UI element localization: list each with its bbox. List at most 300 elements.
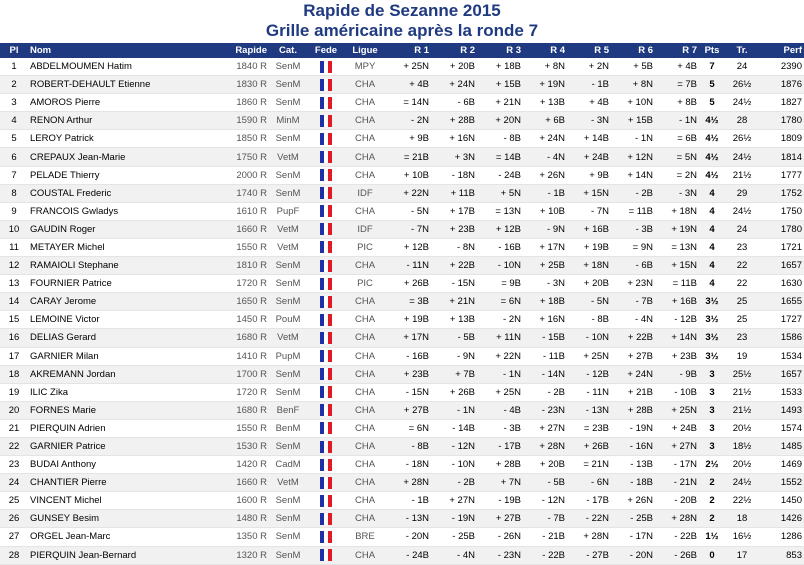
round-result-cell: + 15B — [477, 76, 523, 94]
tiebreak-cell: 22 — [736, 278, 748, 290]
player-name-cell: PELADE Thierry — [30, 169, 100, 181]
table-row — [0, 546, 804, 564]
column-header: R 2 — [431, 43, 477, 58]
round-result-cell: - 13B — [630, 459, 653, 471]
league-cell: CHA — [345, 365, 385, 383]
place-cell: 27 — [8, 531, 20, 543]
round-result-cell: - 10B — [674, 386, 697, 398]
round-result-cell: - 26B — [655, 546, 699, 564]
tiebreak-cell: 22 — [725, 257, 759, 275]
tiebreak-cell: 25½ — [725, 365, 759, 383]
category-cell: SenM — [275, 278, 301, 290]
round-result-cell: = 6B — [677, 133, 697, 145]
league-cell: CHA — [354, 97, 376, 109]
round-result-cell: - 2B — [547, 386, 565, 398]
france-flag-icon — [320, 404, 333, 416]
place-cell: 16 — [0, 329, 28, 347]
round-result-cell: - 27B — [567, 546, 611, 564]
round-result-cell: - 13N — [567, 401, 611, 419]
france-flag-icon — [320, 495, 333, 507]
round-result-cell: + 3N — [431, 148, 477, 166]
tiebreak-cell: 25 — [725, 293, 759, 311]
performance-cell: 1655 — [759, 293, 804, 311]
category-cell: VetM — [277, 241, 299, 253]
column-header: R 1 — [385, 43, 431, 58]
table-row — [0, 202, 804, 220]
player-name-cell: FRANCOIS Gwladys — [30, 205, 119, 217]
round-result-cell: + 28N — [655, 510, 699, 528]
player-name-cell: ABDELMOUMEN Hatim — [30, 61, 132, 73]
round-result-cell: - 3N — [547, 278, 565, 290]
round-result-cell: - 24B — [498, 169, 521, 181]
performance-cell: 1574 — [780, 422, 802, 434]
league-cell: BRE — [355, 531, 375, 543]
league-cell: CHA — [354, 459, 376, 471]
column-header: Pts — [699, 43, 725, 58]
france-flag-icon — [320, 477, 333, 489]
france-flag-icon — [320, 187, 333, 199]
round-result-cell: + 10B — [539, 205, 565, 217]
round-result-cell: - 2N — [503, 314, 521, 326]
round-result-cell: - 21B — [542, 531, 565, 543]
league-cell: CHA — [354, 495, 376, 507]
round-result-cell: - 7B — [523, 510, 567, 528]
category-cell: VetM — [269, 329, 307, 347]
round-result-cell: - 17B — [477, 437, 523, 455]
round-result-cell: + 8B — [677, 97, 697, 109]
player-name-cell: COUSTAL Frederic — [28, 184, 203, 202]
page-subtitle: Grille américaine après la ronde 7 — [265, 21, 539, 40]
round-result-cell: + 25N — [495, 386, 521, 398]
place-cell: 19 — [8, 386, 20, 398]
round-result-cell: + 4B — [385, 76, 431, 94]
round-result-cell: + 4B — [589, 97, 609, 109]
performance-cell: 1630 — [780, 278, 802, 290]
round-result-cell: - 6B — [457, 97, 475, 109]
tiebreak-cell: 18 — [725, 510, 759, 528]
round-result-cell: - 1N — [635, 133, 653, 145]
round-result-cell: + 20B — [449, 61, 475, 73]
tiebreak-cell: 24 — [725, 220, 759, 238]
round-result-cell: - 20B — [674, 495, 697, 507]
round-result-cell: + 24N — [431, 76, 477, 94]
round-result-cell: + 20B — [583, 278, 609, 290]
column-header: Fede — [307, 43, 345, 58]
round-result-cell: + 17N — [385, 329, 431, 347]
round-result-cell: = 5N — [655, 148, 699, 166]
round-result-cell: + 22B — [431, 257, 477, 275]
table-row — [0, 257, 804, 275]
column-header: R 6 — [611, 43, 655, 58]
federation-cell — [307, 94, 345, 112]
points-cell: 4 — [709, 205, 715, 217]
player-name-cell: GARNIER Patrice — [28, 437, 203, 455]
round-result-cell: - 9N — [457, 350, 475, 362]
league-cell: CHA — [345, 401, 385, 419]
round-result-cell: + 20N — [477, 112, 523, 130]
round-result-cell: - 11N — [586, 386, 609, 398]
league-cell: CHA — [354, 350, 376, 362]
round-result-cell: - 10N — [451, 459, 475, 471]
round-result-cell: + 28B — [495, 459, 521, 471]
round-result-cell: + 17B — [449, 205, 475, 217]
performance-cell: 1552 — [759, 474, 804, 492]
federation-cell — [307, 76, 345, 94]
round-result-cell: + 6B — [523, 112, 567, 130]
category-cell: VetM — [269, 474, 307, 492]
performance-cell: 1876 — [759, 76, 804, 94]
round-result-cell: + 27N — [539, 422, 565, 434]
points-cell: 3 — [709, 386, 715, 398]
performance-cell: 1750 — [780, 205, 802, 217]
round-result-cell: - 2B — [611, 184, 655, 202]
round-result-cell: + 8N — [611, 76, 655, 94]
round-result-cell: + 26B — [449, 386, 475, 398]
league-cell: CHA — [354, 314, 376, 326]
round-result-cell: + 11N — [477, 329, 523, 347]
round-result-cell: + 18B — [523, 293, 567, 311]
header-row — [0, 43, 804, 58]
column-header: Tr. — [725, 43, 759, 58]
points-cell: 5 — [709, 97, 715, 109]
league-cell: CHA — [345, 148, 385, 166]
column-header: R 3 — [477, 43, 523, 58]
round-result-cell: + 14N — [627, 169, 653, 181]
round-result-cell: + 13B — [539, 97, 565, 109]
performance-cell: 1814 — [759, 148, 804, 166]
round-result-cell: + 22B — [611, 329, 655, 347]
table-row — [0, 365, 804, 383]
round-result-cell: + 18N — [671, 205, 697, 217]
round-result-cell: - 5N — [567, 293, 611, 311]
performance-cell: 1426 — [759, 510, 804, 528]
round-result-cell: + 16B — [567, 220, 611, 238]
round-result-cell: + 28N — [583, 531, 609, 543]
tiebreak-cell: 16½ — [732, 531, 752, 543]
player-name-cell: CREPAUX Jean-Marie — [28, 148, 203, 166]
round-result-cell: - 16N — [611, 437, 655, 455]
france-flag-icon — [320, 151, 333, 163]
table-row — [0, 293, 804, 311]
performance-cell: 1827 — [780, 97, 802, 109]
table-row — [0, 419, 804, 437]
round-result-cell: - 7B — [611, 293, 655, 311]
federation-cell — [307, 456, 345, 474]
round-result-cell: - 5B — [523, 474, 567, 492]
france-flag-icon — [320, 205, 333, 217]
category-cell: SenM — [275, 169, 301, 181]
points-cell: 2 — [699, 474, 725, 492]
round-result-cell: - 7N — [591, 205, 609, 217]
table-row — [0, 148, 804, 166]
round-result-cell: - 15N — [451, 278, 475, 290]
category-cell: SenM — [275, 133, 301, 145]
rating-cell: 1610 R — [236, 205, 267, 217]
round-result-cell: - 6B — [611, 257, 655, 275]
category-cell: SenM — [269, 546, 307, 564]
tiebreak-cell: 24½ — [732, 205, 752, 217]
federation-cell — [307, 275, 345, 293]
france-flag-icon — [320, 241, 333, 253]
table-row — [0, 58, 804, 76]
round-result-cell: - 3B — [611, 220, 655, 238]
round-result-cell: = 7B — [655, 76, 699, 94]
points-cell: 3 — [699, 437, 725, 455]
category-cell: PouM — [275, 314, 301, 326]
league-cell: CHA — [345, 510, 385, 528]
performance-cell: 1727 — [780, 314, 802, 326]
performance-cell: 1450 — [780, 495, 802, 507]
round-result-cell: - 1N — [477, 365, 523, 383]
round-result-cell: + 26N — [627, 495, 653, 507]
player-name-cell: ORGEL Jean-Marc — [30, 531, 111, 543]
round-result-cell: - 3B — [503, 422, 521, 434]
round-result-cell: + 25N — [583, 350, 609, 362]
place-cell: 23 — [8, 459, 20, 471]
performance-cell: 1780 — [759, 112, 804, 130]
rating-cell: 1480 R — [203, 510, 269, 528]
round-result-cell: - 23N — [523, 401, 567, 419]
performance-cell: 1777 — [780, 169, 802, 181]
tiebreak-cell: 24½ — [725, 474, 759, 492]
round-result-cell: = 21N — [583, 459, 609, 471]
rating-cell: 1680 R — [203, 329, 269, 347]
round-result-cell: + 24N — [539, 133, 565, 145]
france-flag-icon — [320, 223, 333, 235]
performance-cell: 1657 — [759, 257, 804, 275]
federation-cell — [307, 419, 345, 437]
rating-cell: 1810 R — [203, 257, 269, 275]
points-cell: 2½ — [705, 459, 719, 471]
round-result-cell: - 15B — [523, 329, 567, 347]
player-name-cell: GUNSEY Besim — [28, 510, 203, 528]
rating-cell: 2000 R — [236, 169, 267, 181]
table-row — [0, 166, 804, 184]
rating-cell: 1700 R — [203, 365, 269, 383]
round-result-cell: + 16N — [539, 314, 565, 326]
player-name-cell: GARNIER Milan — [30, 350, 99, 362]
round-result-cell: - 10N — [567, 329, 611, 347]
round-result-cell: - 12B — [567, 365, 611, 383]
federation-cell — [307, 347, 345, 365]
round-result-cell: - 17N — [629, 531, 653, 543]
round-result-cell: - 1N — [655, 112, 699, 130]
tiebreak-cell: 23 — [725, 329, 759, 347]
page-header — [0, 0, 804, 41]
round-result-cell: + 28N — [385, 474, 431, 492]
france-flag-icon — [320, 368, 333, 380]
place-cell: 20 — [0, 401, 28, 419]
france-flag-icon — [320, 169, 333, 181]
tiebreak-cell: 23 — [736, 241, 748, 253]
france-flag-icon — [320, 133, 333, 145]
federation-cell — [307, 220, 345, 238]
round-result-cell: = 21B — [385, 148, 431, 166]
round-result-cell: + 11B — [431, 184, 477, 202]
federation-cell — [307, 492, 345, 510]
france-flag-icon — [320, 314, 333, 326]
round-result-cell: - 13N — [385, 510, 431, 528]
points-cell: 4½ — [705, 169, 719, 181]
category-cell: SenM — [269, 184, 307, 202]
category-cell: SenM — [269, 76, 307, 94]
player-name-cell: METAYER Michel — [30, 241, 105, 253]
federation-cell — [307, 184, 345, 202]
round-result-cell: - 1B — [523, 184, 567, 202]
round-result-cell: + 12N — [611, 148, 655, 166]
round-result-cell: - 19N — [431, 510, 477, 528]
place-cell: 8 — [0, 184, 28, 202]
france-flag-icon — [320, 61, 333, 73]
performance-cell: 1534 — [780, 350, 802, 362]
round-result-cell: - 2B — [431, 474, 477, 492]
rating-cell: 1850 R — [236, 133, 267, 145]
round-result-cell: - 9N — [523, 220, 567, 238]
round-result-cell: - 16B — [406, 350, 429, 362]
round-result-cell: = 13N — [671, 241, 697, 253]
points-cell: 4½ — [705, 133, 719, 145]
federation-cell — [307, 148, 345, 166]
round-result-cell: = 13N — [495, 205, 521, 217]
round-result-cell: - 1B — [567, 76, 611, 94]
league-cell: CHA — [345, 76, 385, 94]
rating-cell: 1650 R — [203, 293, 269, 311]
round-result-cell: - 23N — [477, 546, 523, 564]
league-cell: CHA — [345, 112, 385, 130]
league-cell: IDF — [345, 184, 385, 202]
performance-cell: 1586 — [759, 329, 804, 347]
rating-cell: 1860 R — [236, 97, 267, 109]
round-result-cell: + 16N — [449, 133, 475, 145]
tiebreak-cell: 18½ — [725, 437, 759, 455]
category-cell: SenM — [269, 257, 307, 275]
round-result-cell: - 5B — [431, 329, 477, 347]
performance-cell: 1533 — [780, 386, 802, 398]
category-cell: BenF — [269, 401, 307, 419]
rating-cell: 1450 R — [236, 314, 267, 326]
france-flag-icon — [320, 531, 333, 543]
round-result-cell: + 24B — [671, 422, 697, 434]
place-cell: 22 — [0, 437, 28, 455]
points-cell: 3½ — [699, 293, 725, 311]
player-name-cell: PIERQUIN Adrien — [30, 422, 106, 434]
rating-cell: 1830 R — [203, 76, 269, 94]
round-result-cell: + 10N — [627, 97, 653, 109]
round-result-cell: + 14N — [655, 329, 699, 347]
round-result-cell: + 26B — [567, 437, 611, 455]
category-cell: VetM — [269, 220, 307, 238]
performance-cell: 1485 — [759, 437, 804, 455]
round-result-cell: + 16B — [655, 293, 699, 311]
player-name-cell: ILIC Zika — [30, 386, 69, 398]
performance-cell: 1286 — [780, 531, 802, 543]
place-cell: 9 — [11, 205, 17, 217]
table-row — [0, 437, 804, 455]
france-flag-icon — [320, 97, 333, 109]
league-cell: CHA — [345, 257, 385, 275]
place-cell: 10 — [0, 220, 28, 238]
round-result-cell: + 15N — [655, 257, 699, 275]
round-result-cell: = 11B — [672, 278, 697, 290]
table-body — [0, 58, 804, 564]
round-result-cell: + 23B — [671, 350, 697, 362]
table-row — [0, 238, 804, 256]
round-result-cell: - 12B — [674, 314, 697, 326]
place-cell: 15 — [8, 314, 20, 326]
rating-cell: 1840 R — [236, 61, 267, 73]
column-header: R 5 — [567, 43, 611, 58]
round-result-cell: + 28N — [523, 437, 567, 455]
rating-cell: 1410 R — [236, 350, 267, 362]
points-cell: 3½ — [699, 329, 725, 347]
round-result-cell: + 15N — [567, 184, 611, 202]
column-header: Rapide — [203, 43, 269, 58]
place-cell: 12 — [0, 257, 28, 275]
federation-cell — [307, 329, 345, 347]
round-result-cell: + 20B — [539, 459, 565, 471]
points-cell: 3½ — [705, 314, 719, 326]
points-cell: 3½ — [705, 350, 719, 362]
table-row — [0, 220, 804, 238]
round-result-cell: + 26B — [403, 278, 429, 290]
round-result-cell: + 25N — [403, 61, 429, 73]
round-result-cell: - 26N — [497, 531, 521, 543]
category-cell: PupM — [275, 350, 301, 362]
category-cell: SenM — [269, 437, 307, 455]
league-cell: CHA — [354, 422, 376, 434]
round-result-cell: + 2N — [588, 61, 609, 73]
france-flag-icon — [320, 350, 333, 362]
performance-cell: 1752 — [759, 184, 804, 202]
round-result-cell: - 3N — [567, 112, 611, 130]
rating-cell: 1550 R — [236, 241, 267, 253]
round-result-cell: - 4N — [635, 314, 653, 326]
round-result-cell: + 12B — [403, 241, 429, 253]
federation-cell — [307, 112, 345, 130]
column-header: Ligue — [345, 43, 385, 58]
rating-cell: 1720 R — [236, 386, 267, 398]
federation-cell — [307, 474, 345, 492]
round-result-cell: = 6N — [477, 293, 523, 311]
tiebreak-cell: 24½ — [725, 148, 759, 166]
round-result-cell: - 8B — [591, 314, 609, 326]
federation-cell — [307, 311, 345, 329]
federation-cell — [307, 528, 345, 546]
table-row — [0, 474, 804, 492]
points-cell: 4 — [699, 220, 725, 238]
round-result-cell: - 8B — [503, 133, 521, 145]
round-result-cell: - 25B — [611, 510, 655, 528]
column-header: R 7 — [655, 43, 699, 58]
points-cell: 3 — [709, 422, 715, 434]
round-result-cell: - 4N — [523, 148, 567, 166]
place-cell: 4 — [0, 112, 28, 130]
round-result-cell: - 7N — [385, 220, 431, 238]
rating-cell: 1550 R — [236, 422, 267, 434]
federation-cell — [307, 437, 345, 455]
round-result-cell: - 6N — [567, 474, 611, 492]
tiebreak-cell: 21½ — [725, 401, 759, 419]
tiebreak-cell: 28 — [725, 112, 759, 130]
tiebreak-cell: 19 — [736, 350, 748, 362]
round-result-cell: = 6N — [408, 422, 429, 434]
player-name-cell: LEROY Patrick — [30, 133, 94, 145]
round-result-cell: + 24B — [567, 148, 611, 166]
round-result-cell: - 2N — [385, 112, 431, 130]
tiebreak-cell: 21½ — [732, 386, 752, 398]
rating-cell: 1350 R — [236, 531, 267, 543]
performance-cell: 2390 — [780, 61, 802, 73]
